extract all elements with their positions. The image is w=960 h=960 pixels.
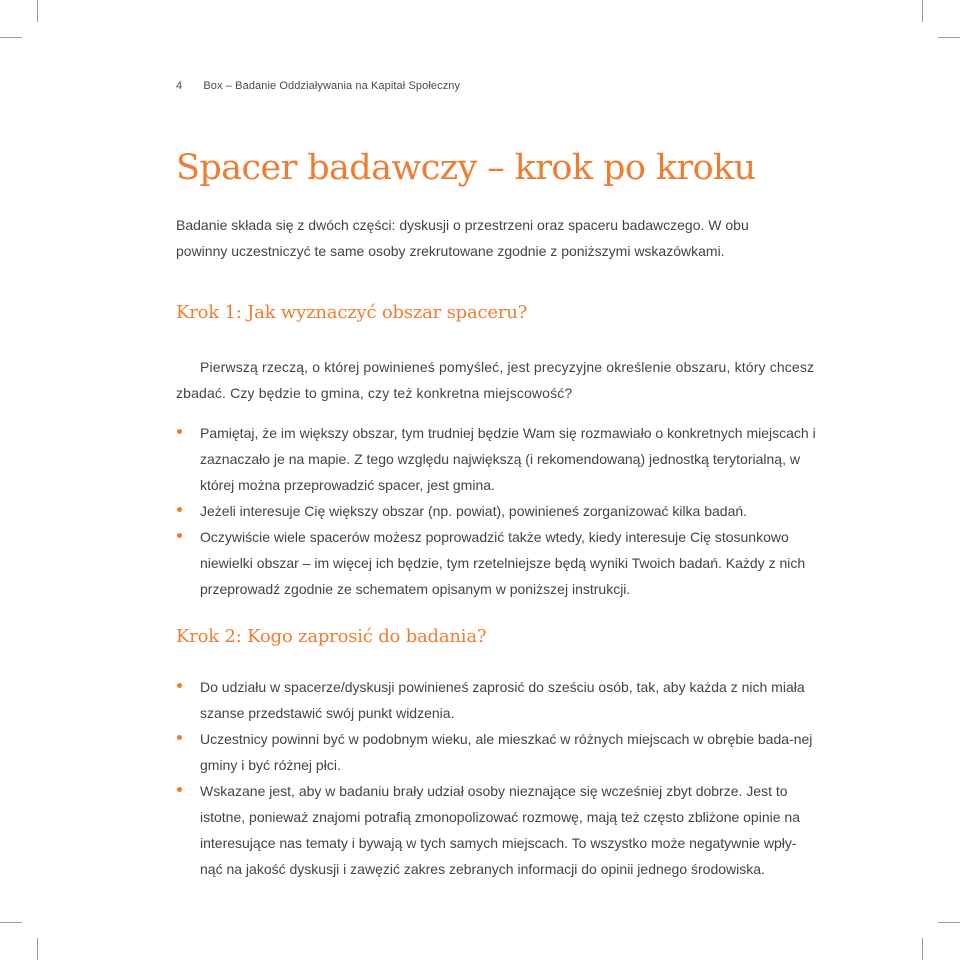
bullet-icon	[177, 683, 182, 688]
list-item	[176, 498, 816, 524]
crop-mark-top-left	[37, 0, 38, 22]
page-number: 4	[176, 80, 183, 92]
crop-mark-left-top	[0, 37, 22, 38]
list-item-text: Pamiętaj, że im większy obszar, tym trudniej będzie Wam się rozmawiało o konkretnych miejscach i zaznaczało je na mapie. Z tego względu największą (i rekomendowaną) jednostką terytorialną, w której można przeprowadzić spacer, jest gmina.	[200, 425, 816, 493]
bullet-icon	[177, 787, 182, 792]
section-2-bullet-list	[176, 674, 816, 882]
list-item-text: Oczywiście wiele spacerów możesz poprowadzić także wtedy, kiedy interesuje Cię stosunkowo niewielki obszar – im więcej ich będzie, tym rzetelniejsze będą wyniki Twoich badań. Każdy z nich przeprowadź zgodnie ze schematem opisanym w poniższej instrukcji.	[200, 529, 806, 597]
list-item	[176, 524, 816, 602]
list-item	[176, 726, 816, 778]
section-2-title: Krok 2: Kogo zaprosić do badania?	[176, 626, 487, 647]
bullet-icon	[177, 507, 182, 512]
bullet-icon	[177, 429, 182, 434]
list-item	[176, 778, 816, 882]
running-header	[176, 80, 460, 92]
list-item	[176, 674, 816, 726]
crop-mark-left-bottom	[0, 922, 22, 923]
section-1-title: Krok 1: Jak wyznaczyć obszar spaceru?	[176, 302, 528, 323]
section-1-bullet-list	[176, 420, 816, 602]
crop-mark-right-bottom	[938, 922, 960, 923]
page-title: Spacer badawczy – krok po kroku	[176, 148, 756, 188]
list-item-text: Uczestnicy powinni być w podobnym wieku, ale mieszkać w różnych miejscach w obrębie bada-nej gminy i być różnej płci.	[200, 731, 813, 773]
list-item	[176, 420, 816, 498]
crop-mark-bottom-left	[37, 938, 38, 960]
crop-mark-bottom-right	[922, 938, 923, 960]
intro-paragraph: Badanie składa się z dwóch części: dyskusji o przestrzeni oraz spaceru badawczego. W obu powinny uczestniczyć te same osoby zrekrutowane zgodnie z poniższymi wskazówkami.	[176, 217, 749, 259]
list-item-text: Do udziału w spacerze/dyskusji powinieneś zaprosić do sześciu osób, tak, aby każda z nich miała szanse przedstawić swój punkt widzenia.	[200, 679, 805, 721]
section-1-paragraph: Pierwszą rzeczą, o której powinieneś pomyśleć, jest precyzyjne określenie obszaru, który chcesz zbadać. Czy będzie to gmina, czy też konkretna miejscowość?	[176, 359, 815, 401]
crop-mark-top-right	[922, 0, 923, 22]
running-title: Box – Badanie Oddziaływania na Kapitał Społeczny	[203, 80, 461, 92]
list-item-text: Wskazane jest, aby w badaniu brały udział osoby nieznające się wcześniej zbyt dobrze. Jest to istotne, ponieważ znajomi potrafią zmonopolizować rozmowę, mają też często zbliżone opinie na interesujące nas tematy i bywają w tych samych miejscach. To wszystko może negatywnie wpły-nąć na jakość dyskusji i zawęzić zakres zebranych informacji do opinii jednego środowiska.	[200, 783, 800, 877]
crop-mark-right-top	[938, 37, 960, 38]
list-item-text: Jeżeli interesuje Cię większy obszar (np. powiat), powinieneś zorganizować kilka badań.	[200, 503, 748, 519]
bullet-icon	[177, 533, 182, 538]
bullet-icon	[177, 735, 182, 740]
